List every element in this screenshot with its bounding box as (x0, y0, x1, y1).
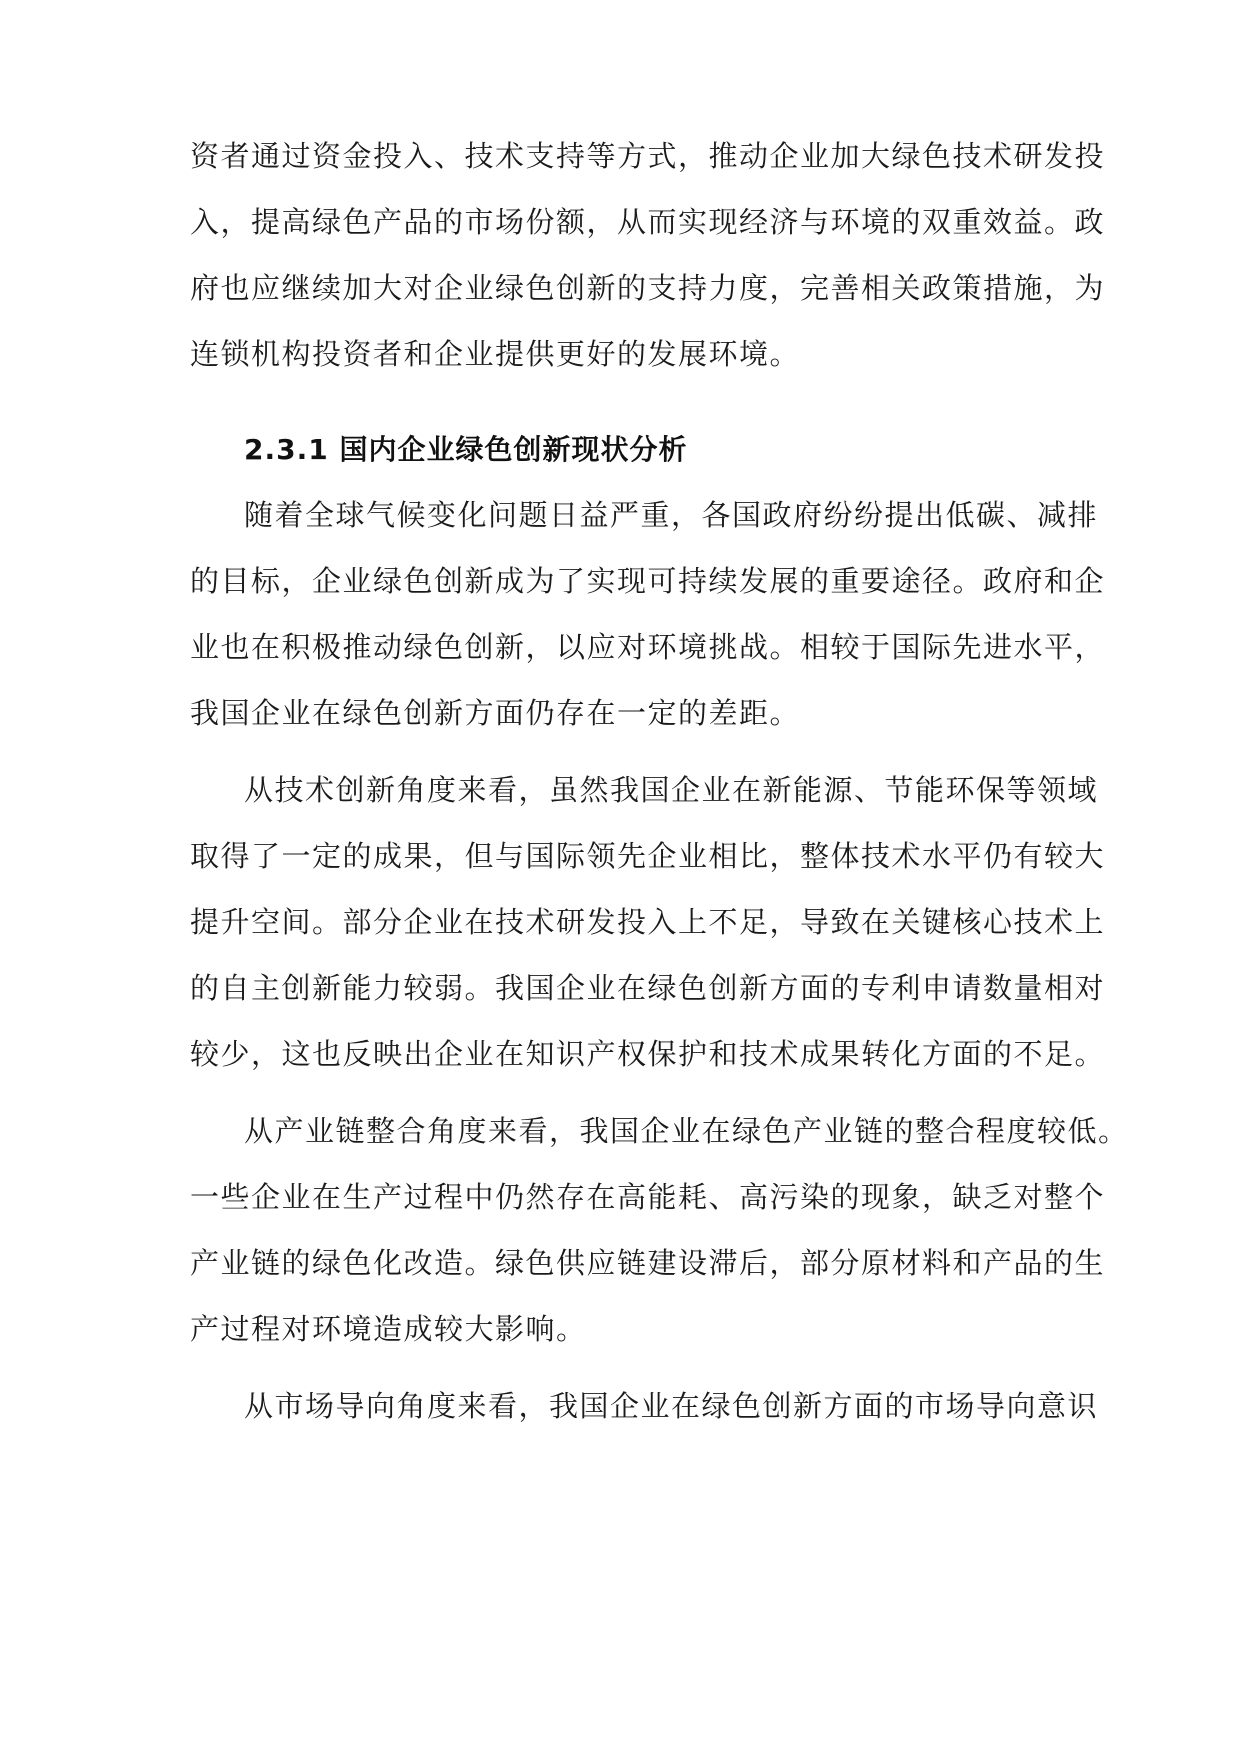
paragraph-line: 资者通过资金投入、技术支持等方式，推动企业加大绿色技术研发投 (190, 139, 1106, 173)
paragraph-line: 从市场导向角度来看，我国企业在绿色创新方面的市场导向意识 (244, 1389, 1099, 1423)
paragraph-line: 从产业链整合角度来看，我国企业在绿色产业链的整合程度较低。 (244, 1114, 1129, 1148)
paragraph-line: 府也应继续加大对企业绿色创新的支持力度，完善相关政策措施，为 (190, 271, 1106, 305)
paragraph-line: 业也在积极推动绿色创新，以应对环境挑战。相较于国际先进水平， (190, 630, 1106, 664)
paragraph-line: 较少，这也反映出企业在知识产权保护和技术成果转化方面的不足。 (190, 1037, 1106, 1071)
paragraph-line: 产业链的绿色化改造。绿色供应链建设滞后，部分原材料和产品的生 (190, 1246, 1106, 1280)
paragraph-line: 产过程对环境造成较大影响。 (190, 1312, 587, 1346)
paragraph-line: 随着全球气候变化问题日益严重，各国政府纷纷提出低碳、减排 (244, 498, 1099, 532)
paragraph-line: 入，提高绿色产品的市场份额，从而实现经济与环境的双重效益。政 (190, 205, 1106, 239)
paragraph-line: 一些企业在生产过程中仍然存在高能耗、高污染的现象，缺乏对整个 (190, 1180, 1106, 1214)
paragraph-line: 的目标，企业绿色创新成为了实现可持续发展的重要途径。政府和企 (190, 564, 1106, 598)
paragraph-line: 连锁机构投资者和企业提供更好的发展环境。 (190, 337, 801, 371)
paragraph-line: 提升空间。部分企业在技术研发投入上不足，导致在关键核心技术上 (190, 905, 1106, 939)
paragraph-line: 从技术创新角度来看，虽然我国企业在新能源、节能环保等领域 (244, 773, 1099, 807)
paragraph-line: 的自主创新能力较弱。我国企业在绿色创新方面的专利申请数量相对 (190, 971, 1106, 1005)
section-heading: 2.3.1 国内企业绿色创新现状分析 (244, 433, 688, 466)
paragraph-line: 取得了一定的成果，但与国际领先企业相比，整体技术水平仍有较大 (190, 839, 1106, 873)
paragraph-line: 我国企业在绿色创新方面仍存在一定的差距。 (190, 696, 801, 730)
